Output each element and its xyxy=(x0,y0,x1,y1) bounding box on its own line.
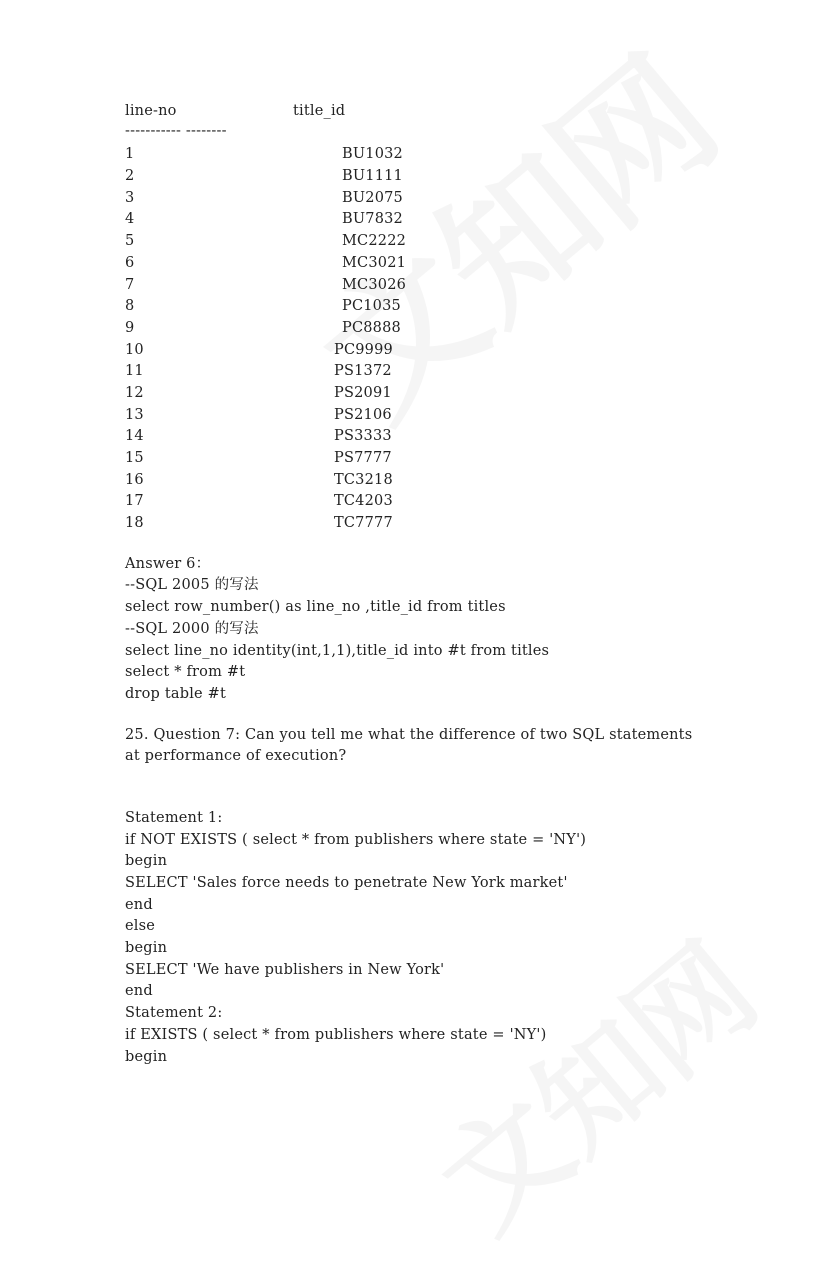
title-id-cell: BU1111 xyxy=(342,168,403,185)
code-line: end xyxy=(125,983,153,1000)
table-row xyxy=(125,426,745,448)
title-id-cell: TC4203 xyxy=(334,493,393,510)
table-row xyxy=(125,209,745,231)
table-separator: ----------- -------- xyxy=(125,122,227,139)
line-no-cell: 13 xyxy=(125,406,144,423)
code-line: end xyxy=(125,896,153,913)
table-row xyxy=(125,296,745,318)
code-line: begin xyxy=(125,853,168,870)
statements-code xyxy=(125,808,745,1068)
title-id-cell: MC3021 xyxy=(342,254,407,271)
line-no-cell: 4 xyxy=(125,211,135,228)
line-no-cell: 8 xyxy=(125,298,135,315)
table-row xyxy=(125,405,745,427)
table-row xyxy=(125,470,745,492)
title-id-cell: MC2222 xyxy=(342,233,407,250)
table-row xyxy=(125,166,745,188)
code-line: select row_number() as line_no ,title_id from titles xyxy=(125,599,506,616)
code-line: begin xyxy=(125,1048,168,1065)
column-header-line-no: line-no xyxy=(125,103,177,119)
code-line: select * from #t xyxy=(125,664,246,681)
table-row xyxy=(125,188,745,210)
line-no-cell: 11 xyxy=(125,363,144,380)
line-no-cell: 16 xyxy=(125,471,144,488)
line-no-cell: 17 xyxy=(125,493,144,510)
answer-code xyxy=(125,575,745,705)
table-row xyxy=(125,491,745,513)
title-id-cell: TC3218 xyxy=(334,471,393,488)
title-id-cell: BU7832 xyxy=(342,211,403,228)
code-line: if EXISTS ( select * from publishers where state = 'NY') xyxy=(125,1026,547,1043)
line-no-cell: 9 xyxy=(125,319,135,336)
answer-title: Answer 6： xyxy=(125,555,211,572)
table-header xyxy=(125,101,745,123)
code-line: SELECT 'We have publishers in New York' xyxy=(125,961,445,978)
code-line: else xyxy=(125,918,156,935)
table-row xyxy=(125,361,745,383)
line-no-cell: 2 xyxy=(125,168,135,185)
code-line: Statement 1: xyxy=(125,809,223,826)
line-no-cell: 10 xyxy=(125,341,144,358)
code-line: SELECT 'Sales force needs to penetrate New York market' xyxy=(125,875,568,891)
line-no-cell: 1 xyxy=(125,146,135,163)
question-text: 25. Question 7: Can you tell me what the difference of two SQL statements xyxy=(125,726,693,743)
code-line: --SQL 2000 的写法 xyxy=(125,620,259,637)
result-rows xyxy=(125,144,745,534)
code-line: drop table #t xyxy=(125,685,226,702)
code-line: --SQL 2005 的写法 xyxy=(125,577,259,594)
title-id-cell: PC9999 xyxy=(334,341,393,358)
line-no-cell: 5 xyxy=(125,233,135,250)
title-id-cell: TC7777 xyxy=(334,515,393,532)
table-row xyxy=(125,253,745,275)
table-row xyxy=(125,275,745,297)
title-id-cell: PS7777 xyxy=(334,450,392,466)
code-line: if NOT EXISTS ( select * from publishers where state = 'NY') xyxy=(125,831,587,848)
table-row xyxy=(125,513,745,535)
title-id-cell: PS3333 xyxy=(334,428,392,445)
column-header-title-id: title_id xyxy=(293,103,346,119)
line-no-cell: 15 xyxy=(125,450,144,466)
title-id-cell: PC8888 xyxy=(342,319,401,336)
code-line: select line_no identity(int,1,1),title_id into #t from titles xyxy=(125,642,550,659)
title-id-cell: BU2075 xyxy=(342,189,403,206)
question-text-cont: at performance of execution? xyxy=(125,748,347,765)
table-row xyxy=(125,340,745,362)
title-id-cell: MC3026 xyxy=(342,276,407,293)
table-row xyxy=(125,144,745,166)
code-line: begin xyxy=(125,940,168,957)
table-row xyxy=(125,318,745,340)
table-row xyxy=(125,231,745,253)
title-id-cell: PC1035 xyxy=(342,298,401,315)
title-id-cell: PS2091 xyxy=(334,384,392,401)
line-no-cell: 3 xyxy=(125,189,135,206)
title-id-cell: PS1372 xyxy=(334,363,392,380)
line-no-cell: 6 xyxy=(125,254,135,271)
document-body xyxy=(125,101,745,1068)
table-row xyxy=(125,383,745,405)
code-line: Statement 2: xyxy=(125,1005,223,1022)
title-id-cell: PS2106 xyxy=(334,406,392,423)
line-no-cell: 14 xyxy=(125,428,144,445)
table-row xyxy=(125,448,745,470)
line-no-cell: 12 xyxy=(125,384,144,401)
title-id-cell: BU1032 xyxy=(342,146,403,163)
line-no-cell: 7 xyxy=(125,276,135,293)
line-no-cell: 18 xyxy=(125,515,144,532)
